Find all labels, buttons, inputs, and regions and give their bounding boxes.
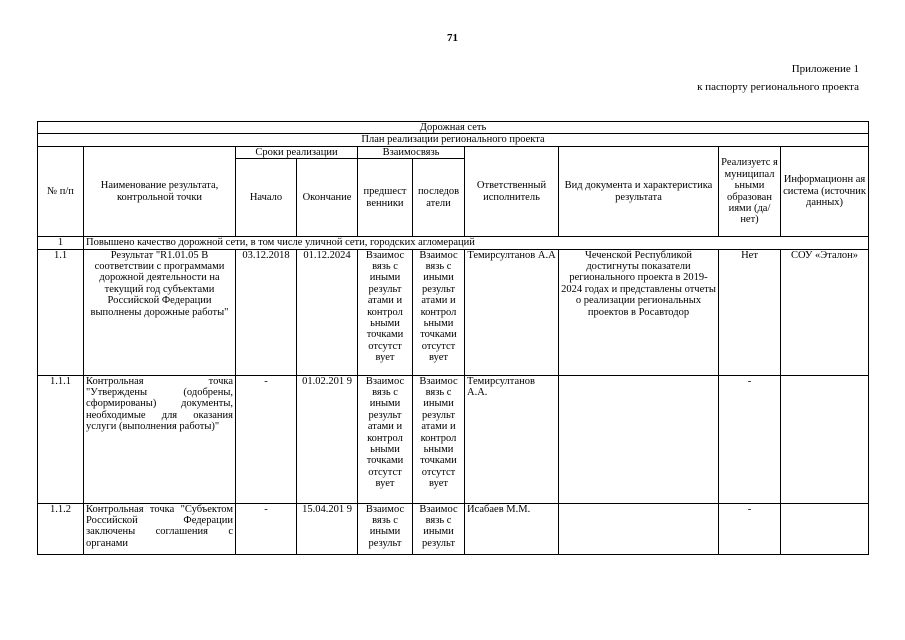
row-name: Контрольная точка "Утверждены (одобрены, сформированы) документы, необходимые для оказания услуги (выполнения работы)" <box>84 375 236 503</box>
table-row <box>38 375 869 503</box>
row-successors: Взаимос вязь с иными результ атами и контрол ьными точками отсутст вует <box>413 249 465 375</box>
row-responsible: Темирсултанов А.А <box>465 249 559 375</box>
section-title: Повышено качество дорожной сети, в том числе уличной сети, городских агломераций <box>84 237 869 249</box>
table-row <box>38 249 869 375</box>
header-links: Взаимосвязь <box>358 146 465 158</box>
header-successors: последов атели <box>413 159 465 237</box>
row-start: 03.12.2018 <box>236 249 297 375</box>
row-info-system <box>781 375 869 503</box>
row-end: 01.02.201 9 <box>297 375 358 503</box>
row-num: 1.1.1 <box>38 375 84 503</box>
row-start: - <box>236 375 297 503</box>
row-info-system <box>781 503 869 554</box>
row-num: 1.1.2 <box>38 503 84 554</box>
appendix-subtitle: к паспорту регионального проекта <box>697 81 859 93</box>
row-document <box>559 375 719 503</box>
row-municipal: - <box>719 503 781 554</box>
row-end: 01.12.2024 <box>297 249 358 375</box>
row-municipal: - <box>719 375 781 503</box>
section-num: 1 <box>38 237 84 249</box>
row-responsible: Темирсултанов А.А. <box>465 375 559 503</box>
header-predecessors: предшест венники <box>358 159 413 237</box>
header-start: Начало <box>236 159 297 237</box>
header-num: № п/п <box>38 146 84 236</box>
row-predecessors: Взаимос вязь с иными результ атами и контрол ьными точками отсутст вует <box>358 249 413 375</box>
header-responsible: Ответственный исполнитель <box>465 146 559 236</box>
row-document <box>559 503 719 554</box>
row-successors: Взаимос вязь с иными результ атами и контрол ьными точками отсутст вует <box>413 375 465 503</box>
appendix-title: Приложение 1 <box>791 63 859 75</box>
header-municipal: Реализуетс я муниципал ьными образован иями (да/нет) <box>719 146 781 236</box>
row-start: - <box>236 503 297 554</box>
row-name: Результат "R1.01.05 В соответствии с программами дорожной деятельности на текущий год субъектами Российской Федерации выполнены дорожные работы" <box>84 249 236 375</box>
row-end: 15.04.201 9 <box>297 503 358 554</box>
table-subtitle: План реализации регионального проекта <box>38 134 869 146</box>
header-end: Окончание <box>297 159 358 237</box>
row-info-system: СОУ «Эталон» <box>781 249 869 375</box>
row-predecessors: Взаимос вязь с иными результ атами и контрол ьными точками отсутст вует <box>358 375 413 503</box>
header-terms: Сроки реализации <box>236 146 358 158</box>
row-successors: Взаимос вязь с иными результ <box>413 503 465 554</box>
row-responsible: Исабаев М.М. <box>465 503 559 554</box>
header-document: Вид документа и характеристика результата <box>559 146 719 236</box>
implementation-plan-table <box>37 121 869 555</box>
row-name: Контрольная точка "Субъектом Российской Федерации заключены соглашения с органами <box>84 503 236 554</box>
table-row <box>38 503 869 554</box>
page-number: 71 <box>447 32 458 44</box>
row-municipal: Нет <box>719 249 781 375</box>
table-title: Дорожная сеть <box>38 122 869 134</box>
header-info-system: Информационн ая система (источник данных) <box>781 146 869 236</box>
header-name: Наименование результата, контрольной точки <box>84 146 236 236</box>
row-document: Чеченской Республикой достигнуты показатели регионального проекта в 2019-2024 годах и представлены отчеты о реализации региональных проектов в Росавтодор <box>559 249 719 375</box>
row-num: 1.1 <box>38 249 84 375</box>
row-predecessors: Взаимос вязь с иными результ <box>358 503 413 554</box>
